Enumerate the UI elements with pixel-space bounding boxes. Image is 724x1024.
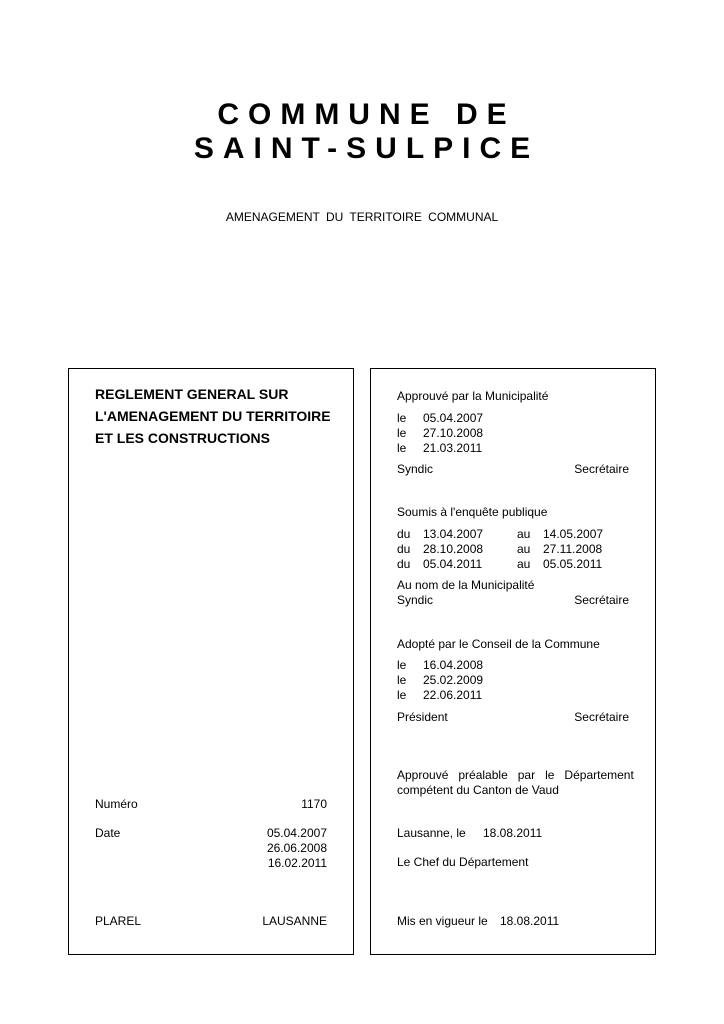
approval-dates [397,411,483,456]
enquete-row [397,527,603,542]
to-date: 05.05.2011 [543,557,603,571]
prefix: le [397,673,407,687]
approval-date: 05.04.2007 [423,411,484,425]
conseil-secretaire: Secrétaire [574,710,629,724]
prefix: le [397,411,407,425]
heading-line-2: L'AMENAGEMENT DU TERRITOIRE [95,408,331,424]
approval-row [397,426,483,441]
to-date: 14.05.2007 [543,527,604,541]
enquete-secretaire: Secrétaire [574,593,629,607]
date-list [267,826,327,871]
enquete-dates [397,527,603,572]
conseil-row [397,673,483,688]
to-prefix: au [517,527,531,541]
regulation-heading [95,383,331,449]
conseil-title: Adopté par le Conseil de la Commune [397,637,600,651]
left-panel [68,368,354,955]
document-subtitle: AMENAGEMENT DU TERRITOIRE COMMUNAL [225,210,499,224]
departement-place: Lausanne, le [397,826,466,840]
prefix: le [397,658,407,672]
from-date: 05.04.2011 [423,557,483,571]
enquete-syndic: Syndic [397,593,434,607]
enquete-on-behalf: Au nom de la Municipalité [397,578,535,592]
approval-secretaire: Secrétaire [574,462,629,476]
to-prefix: au [517,542,531,556]
author-name: PLAREL [95,914,142,928]
conseil-row [397,658,483,673]
approval-syndic: Syndic [397,462,434,476]
departement-chef: Le Chef du Département [397,855,529,869]
to-prefix: au [517,557,531,571]
conseil-row [397,688,483,703]
from-prefix: du [397,542,411,556]
approval-title: Approuvé par la Municipalité [397,389,549,403]
prefix: le [397,441,407,455]
date-label: Date [95,826,121,840]
conseil-president: Président [397,710,448,724]
title-line-1: COMMUNE DE [217,98,516,131]
departement-text-1: Approuvé préalable par le Département [397,768,634,782]
vigueur-date: 18.08.2011 [500,914,560,928]
title-line-2: SAINT-SULPICE [193,132,540,165]
conseil-date: 22.06.2011 [423,688,483,702]
approval-date: 27.10.2008 [423,426,484,440]
author-city: LAUSANNE [262,914,327,928]
approval-row [397,441,483,456]
date-2: 26.06.2008 [266,841,327,855]
enquete-row [397,542,603,557]
date-1: 05.04.2007 [266,826,327,840]
right-panel [370,368,656,955]
numero-value: 1170 [301,797,327,811]
approval-date: 21.03.2011 [423,441,483,455]
conseil-date: 25.02.2009 [423,673,484,687]
heading-line-1: REGLEMENT GENERAL SUR [95,386,289,402]
departement-date: 18.08.2011 [483,826,543,840]
enquete-title: Soumis à l'enquête publique [397,505,548,519]
conseil-date: 16.04.2008 [423,658,484,672]
from-date: 28.10.2008 [423,542,484,556]
heading-line-3: ET LES CONSTRUCTIONS [95,430,271,446]
date-3: 16.02.2011 [267,856,327,870]
vigueur-label: Mis en vigueur le [397,914,488,928]
from-date: 13.04.2007 [423,527,484,541]
from-prefix: du [397,527,411,541]
from-prefix: du [397,557,411,571]
enquete-row [397,557,603,572]
prefix: le [397,426,407,440]
numero-label: Numéro [95,797,138,811]
conseil-dates [397,658,483,703]
approval-row [397,411,483,426]
prefix: le [397,688,407,702]
to-date: 27.11.2008 [543,542,603,556]
document-title [0,98,724,166]
departement-text-2: compétent du Canton de Vaud [397,783,559,797]
